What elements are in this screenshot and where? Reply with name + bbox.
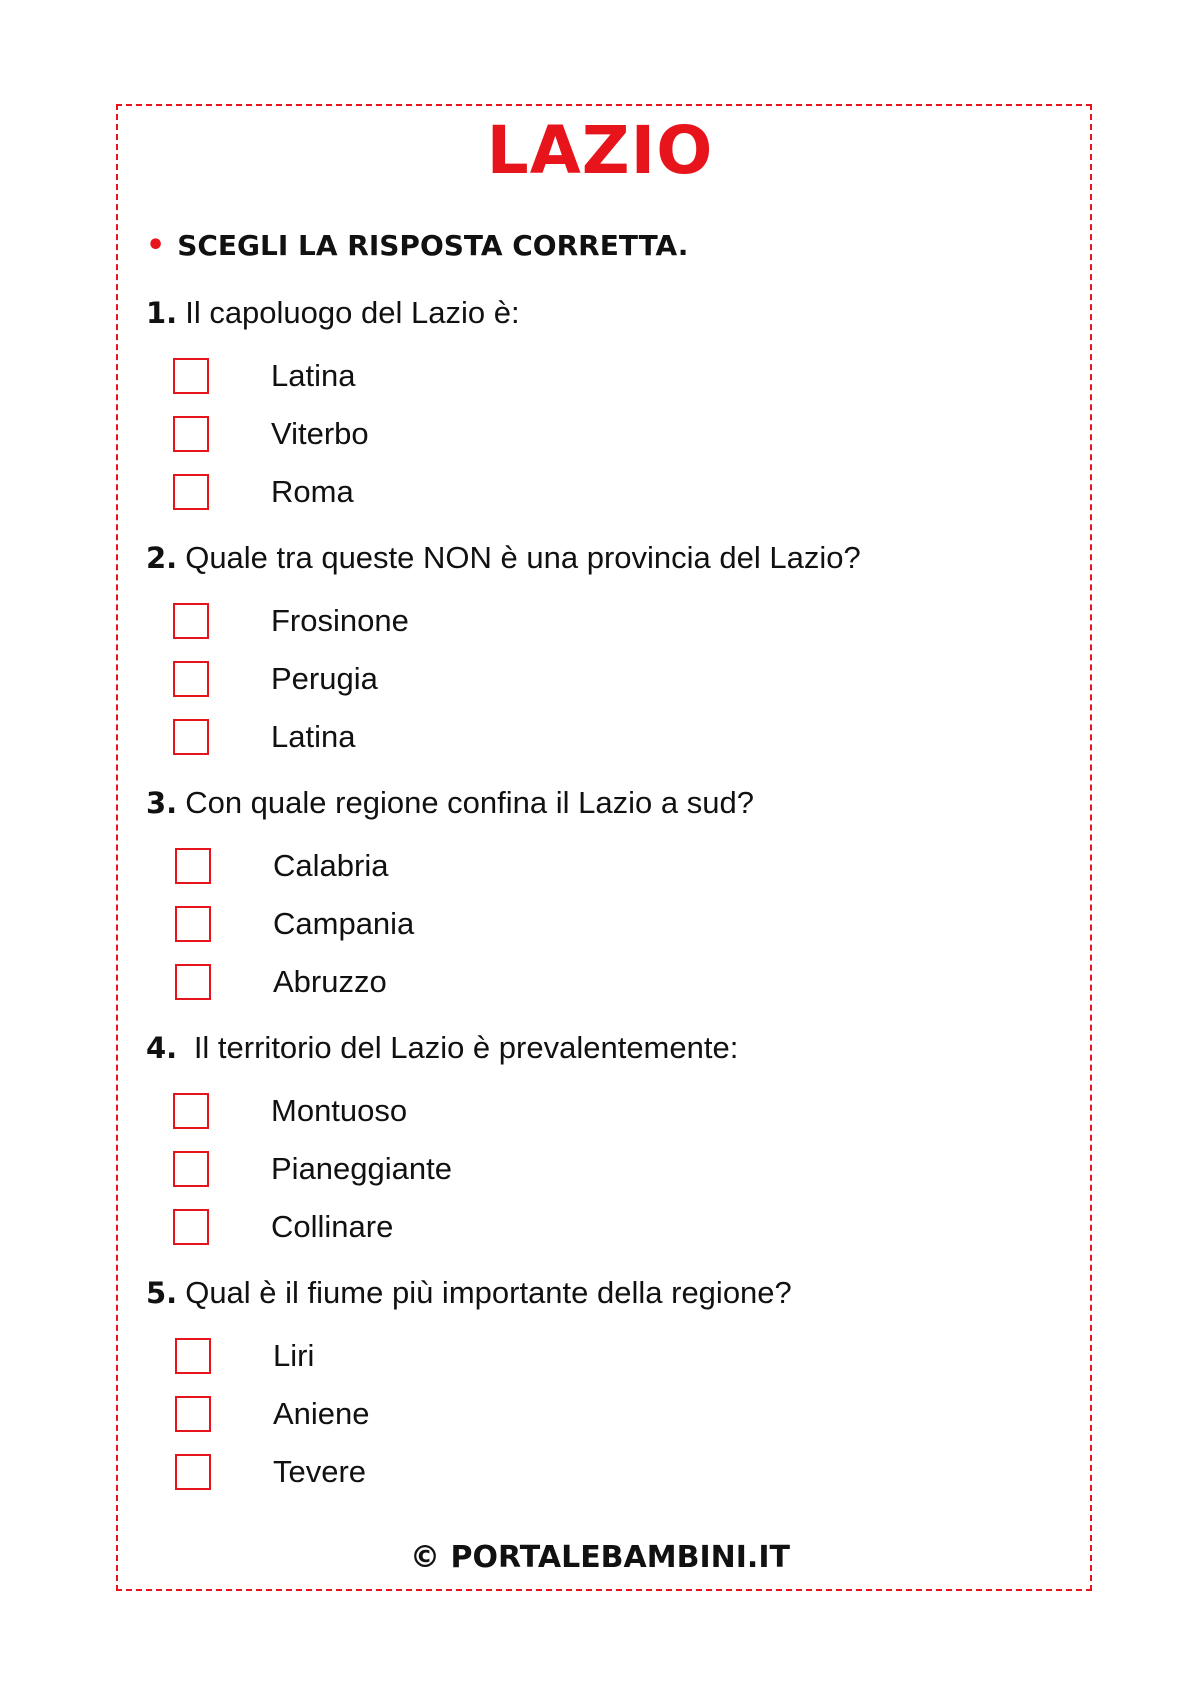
checkbox[interactable]	[173, 416, 209, 452]
question-number: 2.	[146, 541, 178, 575]
option-label: Calabria	[273, 848, 389, 883]
option-label: Tevere	[273, 1454, 367, 1489]
question-text: Con quale regione confina il Lazio a sud?	[185, 785, 754, 820]
checkbox[interactable]	[175, 1338, 211, 1374]
option-label: Aniene	[273, 1396, 370, 1431]
option-q3-a[interactable]	[175, 846, 389, 886]
option-label: Viterbo	[271, 416, 369, 451]
question-text: Il territorio del Lazio è prevalentemente:	[185, 1030, 739, 1065]
question-3	[146, 783, 754, 823]
copyright-footer: © PORTALEBAMBINI.IT	[410, 1540, 790, 1575]
bullet-icon: •	[146, 228, 166, 263]
option-label: Roma	[271, 474, 354, 509]
question-number: 4.	[146, 1031, 178, 1065]
option-label: Abruzzo	[273, 964, 387, 999]
question-5	[146, 1273, 792, 1313]
option-label: Montuoso	[271, 1093, 408, 1128]
checkbox[interactable]	[173, 1209, 209, 1245]
checkbox[interactable]	[173, 1151, 209, 1187]
option-q2-c[interactable]	[173, 717, 356, 757]
instruction-line	[146, 228, 688, 264]
question-number: 3.	[146, 786, 178, 820]
checkbox[interactable]	[173, 1093, 209, 1129]
option-q3-b[interactable]	[175, 904, 415, 944]
option-label: Latina	[271, 719, 356, 754]
checkbox[interactable]	[175, 1396, 211, 1432]
option-q1-a[interactable]	[173, 356, 356, 396]
checkbox[interactable]	[175, 964, 211, 1000]
option-q5-c[interactable]	[175, 1452, 367, 1492]
question-text: Quale tra queste NON è una provincia del Lazio?	[185, 540, 861, 575]
option-q3-c[interactable]	[175, 962, 387, 1002]
option-q5-b[interactable]	[175, 1394, 370, 1434]
option-q4-b[interactable]	[173, 1149, 452, 1189]
option-q1-c[interactable]	[173, 472, 354, 512]
question-2	[146, 538, 861, 578]
instruction-text: SCEGLI LA RISPOSTA CORRETTA.	[177, 229, 689, 262]
question-text: Il capoluogo del Lazio è:	[185, 295, 520, 330]
question-4	[146, 1028, 738, 1068]
option-q4-a[interactable]	[173, 1091, 408, 1131]
option-q5-a[interactable]	[175, 1336, 315, 1376]
option-label: Latina	[271, 358, 356, 393]
checkbox[interactable]	[173, 603, 209, 639]
checkbox[interactable]	[175, 906, 211, 942]
question-number: 5.	[146, 1276, 178, 1310]
option-label: Campania	[273, 906, 415, 941]
option-label: Perugia	[271, 661, 378, 696]
question-1	[146, 293, 520, 333]
checkbox[interactable]	[173, 474, 209, 510]
question-number: 1.	[146, 296, 178, 330]
checkbox[interactable]	[173, 661, 209, 697]
checkbox[interactable]	[173, 358, 209, 394]
option-q2-a[interactable]	[173, 601, 409, 641]
checkbox[interactable]	[175, 1454, 211, 1490]
checkbox[interactable]	[175, 848, 211, 884]
question-text: Qual è il fiume più importante della regione?	[185, 1275, 792, 1310]
checkbox[interactable]	[173, 719, 209, 755]
option-q4-c[interactable]	[173, 1207, 394, 1247]
option-label: Pianeggiante	[271, 1151, 452, 1186]
option-label: Frosinone	[271, 603, 409, 638]
page-title: LAZIO	[486, 112, 714, 189]
option-label: Liri	[273, 1338, 315, 1373]
option-label: Collinare	[271, 1209, 394, 1244]
option-q2-b[interactable]	[173, 659, 378, 699]
option-q1-b[interactable]	[173, 414, 369, 454]
